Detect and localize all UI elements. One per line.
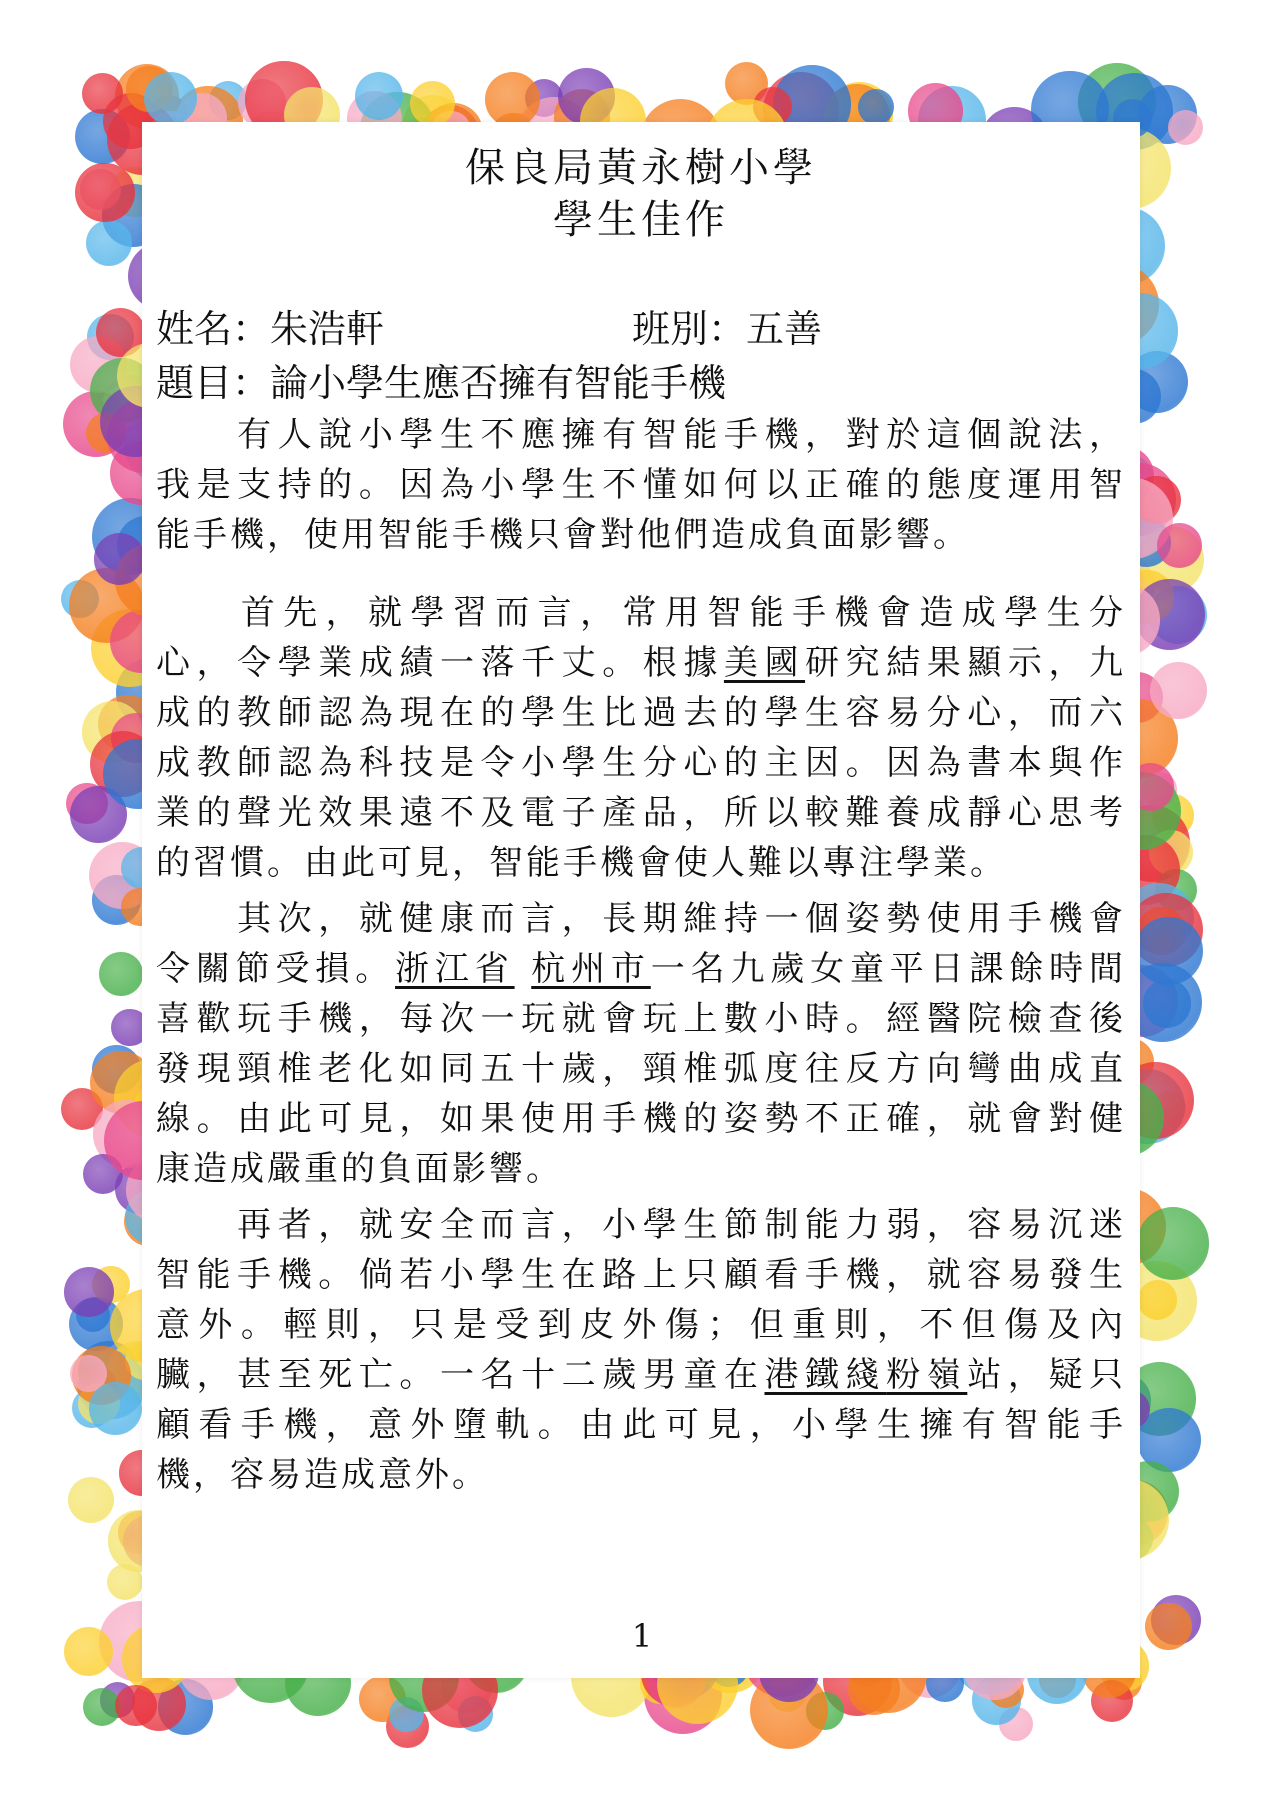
watercolor-dot <box>144 72 197 125</box>
watercolor-dot <box>1150 662 1207 719</box>
watercolor-dot <box>1168 110 1203 145</box>
essay-line <box>156 688 1126 738</box>
underlined-proper-noun: 杭州市 <box>531 949 651 989</box>
school-name: 保良局黃永樹小學 <box>465 145 817 191</box>
watercolor-dot <box>99 952 142 995</box>
essay-text <box>515 949 532 989</box>
page-number: 1 <box>631 1617 653 1655</box>
watercolor-dot <box>1137 1207 1209 1279</box>
essay-text: 的習慣。由此可見，智能手機會使人難以專注學業。 <box>156 843 1007 883</box>
watercolor-dot <box>1145 1603 1193 1651</box>
watercolor-dot <box>485 72 540 127</box>
essay-line <box>156 1200 1126 1250</box>
watercolor-dot <box>1134 917 1203 986</box>
underlined-proper-noun: 港鐵綫 <box>764 1355 887 1395</box>
topic-row <box>156 352 726 407</box>
topic-label: 題目： <box>156 361 271 405</box>
watercolor-dot <box>89 1382 142 1435</box>
essay-line <box>156 894 1126 944</box>
essay-line <box>156 1300 1126 1350</box>
watercolor-dot <box>1143 979 1192 1028</box>
essay-line <box>156 1094 1126 1144</box>
student-name: 朱浩軒 <box>270 307 385 351</box>
essay-text: 有人說小學生不應擁有智能手機，對於這個說法， <box>156 415 1126 455</box>
essay-sheet <box>142 122 1140 1678</box>
essay-text: 其次，就健康而言，長期維持一個姿勢使用手機會 <box>156 899 1126 939</box>
underlined-proper-noun: 粉嶺 <box>886 1355 968 1395</box>
essay-text: 成教師認為科技是令小學生分心的主因。因為書本與作 <box>156 743 1126 783</box>
essay-text: 意外。輕則，只是受到皮外傷；但重則，不但傷及內 <box>156 1305 1126 1345</box>
essay-paragraph-study <box>156 588 1126 888</box>
essay-text: 研究結果顯示，九 <box>805 643 1127 683</box>
watercolor-dot <box>64 1627 113 1676</box>
watercolor-dot <box>75 163 134 222</box>
essay-paragraph-intro <box>156 410 1126 560</box>
essay-text: 心，令學業成績一落千丈。根據 <box>156 643 724 683</box>
underlined-proper-noun: 浙江省 <box>395 949 515 989</box>
essay-text: 發現頸椎老化如同五十歲，頸椎弧度往反方向彎曲成直 <box>156 1049 1126 1089</box>
essay-line <box>156 944 1126 994</box>
watercolor-dot <box>82 73 123 114</box>
essay-line <box>156 638 1126 688</box>
essay-line <box>156 1450 1126 1500</box>
essay-line <box>156 510 1126 560</box>
essay-line <box>156 1400 1126 1450</box>
watercolor-dot <box>1157 523 1202 568</box>
essay-line <box>156 838 1126 888</box>
essay-text: 首先，就學習而言，常用智能手機會造成學生分 <box>156 593 1126 633</box>
essay-line <box>156 1250 1126 1300</box>
watercolor-dot <box>94 533 146 585</box>
essay-text: 康造成嚴重的負面影響。 <box>156 1149 563 1189</box>
essay-text: 顧看手機，意外墮軌。由此可見，小學生擁有智能手 <box>156 1405 1126 1445</box>
essay-line <box>156 994 1126 1044</box>
watercolor-dot <box>115 1685 156 1726</box>
essay-line <box>156 410 1126 460</box>
essay-text: 一名九歲女童平日課餘時間 <box>650 949 1127 989</box>
page-title: 學生佳作 <box>553 197 729 243</box>
watercolor-dot <box>410 81 455 126</box>
watercolor-dot <box>355 72 404 121</box>
essay-text: 站，疑只 <box>967 1355 1127 1395</box>
essay-text: 喜歡玩手機，每次一玩就會玩上數小時。經醫院檢查後 <box>156 999 1126 1039</box>
essay-line <box>156 1144 1126 1194</box>
essay-line <box>156 738 1126 788</box>
class-label: 班別： <box>632 307 747 351</box>
class-row <box>632 298 822 353</box>
underlined-proper-noun: 美國 <box>723 643 806 683</box>
essay-text: 機，容易造成意外。 <box>156 1455 489 1495</box>
watercolor-dot <box>68 1477 114 1523</box>
name-label: 姓名： <box>156 307 271 351</box>
essay-text: 令關節受損。 <box>156 949 396 989</box>
student-name-row <box>156 298 384 353</box>
essay-text: 臟，甚至死亡。一名十二歲男童在 <box>156 1355 765 1395</box>
essay-text: 線。由此可見，如果使用手機的姿勢不正確，就會對健 <box>156 1099 1126 1139</box>
essay-text: 智能手機。倘若小學生在路上只顧看手機，就容易發生 <box>156 1255 1126 1295</box>
essay-text: 業的聲光效果遠不及電子產品，所以較難養成靜心思考 <box>156 793 1126 833</box>
essay-line <box>156 788 1126 838</box>
watercolor-dot <box>858 89 894 125</box>
essay-topic: 論小學生應否擁有智能手機 <box>270 361 727 405</box>
essay-line <box>156 460 1126 510</box>
essay-text: 再者，就安全而言，小學生節制能力弱，容易沉迷 <box>156 1205 1126 1245</box>
watercolor-dot <box>64 1267 114 1317</box>
essay-text: 成的教師認為現在的學生比過去的學生容易分心，而六 <box>156 693 1126 733</box>
essay-paragraph-health <box>156 894 1126 1194</box>
essay-text: 能手機，使用智能手機只會對他們造成負面影響。 <box>156 515 970 555</box>
essay-paragraph-safety <box>156 1200 1126 1500</box>
watercolor-dot <box>1138 1280 1177 1319</box>
class-name: 五善 <box>746 307 823 351</box>
essay-line <box>156 1044 1126 1094</box>
watercolor-dot <box>86 220 132 266</box>
essay-text: 我是支持的。因為小學生不懂如何以正確的態度運用智 <box>156 465 1126 505</box>
essay-line <box>156 1350 1126 1400</box>
essay-line <box>156 588 1126 638</box>
